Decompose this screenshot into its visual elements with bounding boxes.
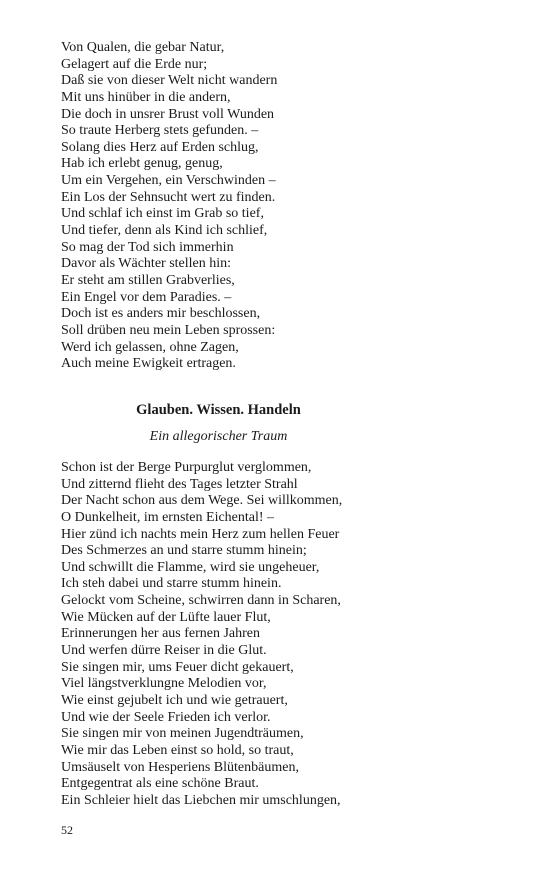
verse-line: Werd ich gelassen, ohne Zagen, [61,339,239,355]
verse-line: So mag der Tod sich immerhin [61,239,234,255]
verse-line: Ein Los der Sehnsucht wert zu finden. [61,189,276,205]
page-number: 52 [61,823,73,837]
verse-line: Schon ist der Berge Purpurglut verglommen, [61,460,312,475]
verse-line: O Dunkelheit, im ernsten Eichental! – [61,509,275,525]
verse-line: Erinnerungen her aus fernen Jahren [61,626,261,642]
verse-line: Hier zünd ich nachts mein Herz zum hellen Feuer [61,526,340,542]
verse-line: Soll drüben neu mein Leben sprossen: [61,322,276,338]
verse-line: Und zitternd flieht des Tages letzter Strahl [61,476,298,492]
poem-subtitle: Ein allegorischer Traum [149,429,288,444]
verse-line: Ein Schleier hielt das Liebchen mir umschlungen, [61,792,341,808]
verse-line: Doch ist es anders mir beschlossen, [61,306,261,322]
verse-line: Hab ich erlebt genug, genug, [61,156,223,172]
verse-line: Und werfen dürre Reiser in die Glut. [61,643,267,659]
verse-line: Viel längstverklungne Melodien vor, [61,676,267,692]
poem-title: Glauben. Wissen. Handeln [136,402,301,418]
new-poem-stanza [61,460,342,809]
verse-line: Er steht am stillen Grabverlies, [61,272,235,288]
verse-line: So traute Herberg stets gefunden. – [61,123,259,139]
verse-line: Wie Mücken auf der Lüfte lauer Flut, [61,609,271,625]
verse-line: Die doch in unsrer Brust voll Wunden [61,106,275,122]
verse-line: Ein Engel vor dem Paradies. – [61,289,232,305]
verse-line: Daß sie von dieser Welt nicht wandern [61,73,278,89]
verse-line: Von Qualen, die gebar Natur, [61,40,225,55]
verse-line: Und schwillt die Flamme, wird sie ungeheuer, [61,559,320,575]
verse-line: Entgegentrat als eine schöne Braut. [61,776,259,792]
verse-line: Wie mir das Leben einst so hold, so traut, [61,742,294,758]
verse-line: Sie singen mir, ums Feuer dicht gekauert, [61,659,294,675]
verse-line: Des Schmerzes an und starre stumm hinein; [61,543,307,559]
verse-line: Und tiefer, denn als Kind ich schlief, [61,223,268,239]
verse-line: Auch meine Ewigkeit ertragen. [61,356,236,372]
verse-line: Und wie der Seele Frieden ich verlor. [61,709,271,725]
verse-line: Der Nacht schon aus dem Wege. Sei willkommen, [61,493,343,509]
poem-continued-stanza [61,40,277,373]
verse-line: Um ein Vergehen, ein Verschwinden – [61,173,276,189]
verse-line: Und schlaf ich einst im Grab so tief, [61,206,264,222]
verse-line: Gelagert auf die Erde nur; [61,56,208,72]
verse-line: Mit uns hinüber in die andern, [61,89,231,105]
verse-line: Wie einst gejubelt ich und wie getrauert, [61,692,288,708]
verse-line: Davor als Wächter stellen hin: [61,256,232,272]
verse-line: Umsäuselt von Hesperiens Blütenbäumen, [61,759,299,775]
verse-line: Sie singen mir von meinen Jugendträumen, [61,726,304,742]
verse-line: Ich steh dabei und starre stumm hinein. [61,576,282,592]
verse-line: Solang dies Herz auf Erden schlug, [61,139,259,155]
verse-line: Gelockt vom Scheine, schwirren dann in Scharen, [61,593,341,609]
